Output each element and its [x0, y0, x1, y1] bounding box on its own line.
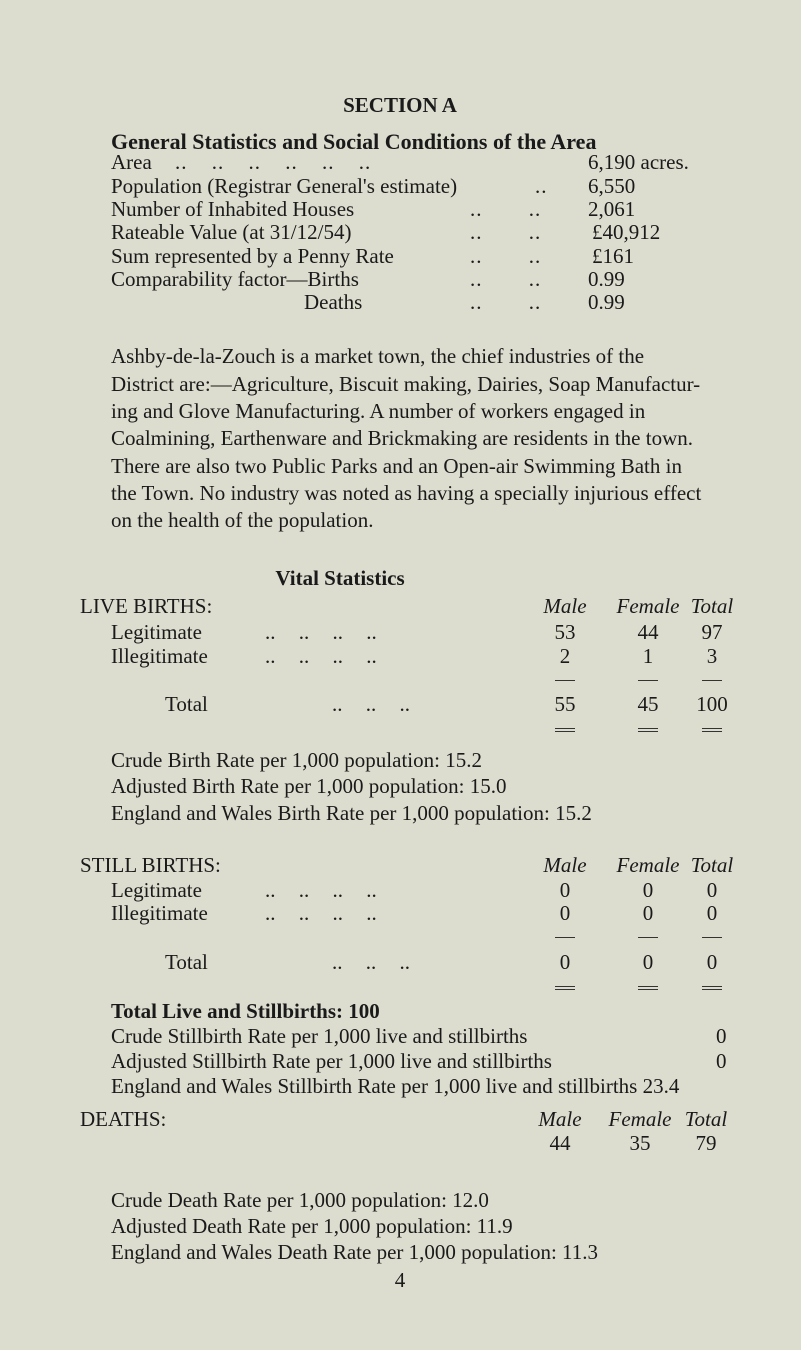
death-rate-line: Crude Death Rate per 1,000 population: 12.0 [111, 1188, 489, 1212]
leader-dots: .. .. [470, 290, 542, 314]
stillbirth-rate-value: 0 [716, 1024, 727, 1048]
birth-rate-line: England and Wales Birth Rate per 1,000 population: 15.2 [111, 801, 592, 825]
double-rule [638, 731, 658, 732]
double-rule [555, 728, 575, 729]
cell-female: 0 [642, 950, 654, 974]
row-label: Legitimate [111, 878, 202, 902]
cell-total: 100 [696, 692, 728, 716]
leader-dots: .. .. [470, 197, 542, 221]
double-rule [555, 989, 575, 990]
col-female: Female [608, 1107, 672, 1131]
cell-female: 45 [637, 692, 659, 716]
stat-value: £161 [592, 244, 634, 268]
section-title: SECTION A [343, 93, 457, 117]
stat-label: Sum represented by a Penny Rate [111, 244, 394, 268]
col-female: Female [616, 853, 680, 877]
stillbirth-rate-label: Adjusted Stillbirth Rate per 1,000 live and stillbirths [111, 1049, 552, 1073]
cell-female: 1 [642, 644, 654, 668]
stillbirth-rate-value: 0 [716, 1049, 727, 1073]
col-male: Male [538, 1107, 582, 1131]
row-label: Illegitimate [111, 644, 208, 668]
cell-male: 0 [559, 901, 571, 925]
stat-label: Rateable Value (at 31/12/54) [111, 220, 352, 244]
double-rule [702, 989, 722, 990]
deaths-title: DEATHS: [80, 1107, 167, 1131]
sum-rule [555, 680, 575, 681]
double-rule [702, 986, 722, 987]
deaths-male: 44 [549, 1131, 571, 1155]
leader-dots: .. .. .. [332, 950, 410, 974]
stat-value: £40,912 [592, 220, 661, 244]
page-number: 4 [394, 1268, 406, 1292]
cell-male: 55 [554, 692, 576, 716]
paragraph-line: ing and Glove Manufacturing. A number of workers engaged in [111, 399, 646, 423]
leader-dots: .. [535, 174, 548, 198]
double-rule [555, 731, 575, 732]
leader-dots: .. .. .. .. [265, 620, 377, 644]
stat-label: Area [111, 150, 152, 174]
double-rule [638, 986, 658, 987]
stat-value: 0.99 [588, 267, 625, 291]
cell-total: 97 [701, 620, 723, 644]
double-rule [638, 989, 658, 990]
double-rule [702, 728, 722, 729]
paragraph-line: Ashby-de-la-Zouch is a market town, the chief industries of the [111, 344, 645, 368]
col-female: Female [616, 594, 680, 618]
page-heading: General Statistics and Social Conditions of the Area [111, 129, 597, 154]
live-births-title: LIVE BIRTHS: [80, 594, 213, 618]
paragraph-line: District are:—Agriculture, Biscuit making, Dairies, Soap Manufactur- [111, 372, 701, 396]
vital-statistics-title: Vital Statistics [275, 566, 405, 590]
sum-rule [702, 680, 722, 681]
total-label: Total [165, 692, 208, 716]
sum-rule [702, 937, 722, 938]
sum-rule [638, 937, 658, 938]
stillbirth-rate-label: England and Wales Stillbirth Rate per 1,000 live and stillbirths 23.4 [111, 1074, 680, 1098]
col-total: Total [690, 853, 734, 877]
row-label: Illegitimate [111, 901, 208, 925]
leader-dots: .. .. .. .. [265, 901, 377, 925]
double-rule [638, 728, 658, 729]
stat-label: Population (Registrar General's estimate) [111, 174, 458, 198]
death-rate-line: England and Wales Death Rate per 1,000 population: 11.3 [111, 1240, 599, 1264]
paragraph-line: There are also two Public Parks and an Open-air Swimming Bath in [111, 454, 682, 478]
stat-label: Comparability factor—Births [111, 267, 359, 291]
paragraph-line: Coalmining, Earthenware and Brickmaking are residents in the town. [111, 426, 694, 450]
double-rule [555, 986, 575, 987]
stillbirth-rate-label: Crude Stillbirth Rate per 1,000 live and stillbirths [111, 1024, 528, 1048]
leader-dots: .. .. .. .. .. .. [175, 150, 372, 174]
col-total: Total [690, 594, 734, 618]
still-births-title: STILL BIRTHS: [80, 853, 221, 877]
leader-dots: .. .. [470, 244, 542, 268]
stat-value: 6,190 acres. [588, 150, 689, 174]
col-male: Male [543, 853, 587, 877]
cell-male: 0 [559, 878, 571, 902]
leader-dots: .. .. .. .. [265, 644, 377, 668]
stat-value: 0.99 [588, 290, 625, 314]
col-total: Total [684, 1107, 728, 1131]
cell-female: 44 [637, 620, 659, 644]
deaths-female: 35 [629, 1131, 651, 1155]
birth-rate-line: Adjusted Birth Rate per 1,000 population: 15.0 [111, 774, 507, 798]
double-rule [702, 731, 722, 732]
cell-male: 53 [554, 620, 576, 644]
cell-female: 0 [642, 901, 654, 925]
leader-dots: .. .. [470, 267, 542, 291]
leader-dots: .. .. .. [332, 692, 410, 716]
cell-female: 0 [642, 878, 654, 902]
cell-total: 0 [706, 878, 718, 902]
birth-rate-line: Crude Birth Rate per 1,000 population: 15.2 [111, 748, 482, 772]
cell-male: 0 [559, 950, 571, 974]
deaths-total: 79 [695, 1131, 717, 1155]
total-label: Total [165, 950, 208, 974]
sum-rule [638, 680, 658, 681]
sum-rule [555, 937, 575, 938]
stat-label: Deaths [304, 290, 363, 314]
cell-male: 2 [559, 644, 571, 668]
leader-dots: .. .. [470, 220, 542, 244]
cell-total: 0 [706, 950, 718, 974]
leader-dots: .. .. .. .. [265, 878, 377, 902]
row-label: Legitimate [111, 620, 202, 644]
stat-value: 2,061 [588, 197, 636, 221]
col-male: Male [543, 594, 587, 618]
paragraph-line: on the health of the population. [111, 508, 374, 532]
cell-total: 0 [706, 901, 718, 925]
total-live-and-stillbirths: Total Live and Stillbirths: 100 [111, 999, 380, 1023]
death-rate-line: Adjusted Death Rate per 1,000 population: 11.9 [111, 1214, 513, 1238]
stat-label: Number of Inhabited Houses [111, 197, 355, 221]
cell-total: 3 [706, 644, 718, 668]
paragraph-line: the Town. No industry was noted as having a specially injurious effect [111, 481, 702, 505]
stat-value: 6,550 [588, 174, 636, 198]
